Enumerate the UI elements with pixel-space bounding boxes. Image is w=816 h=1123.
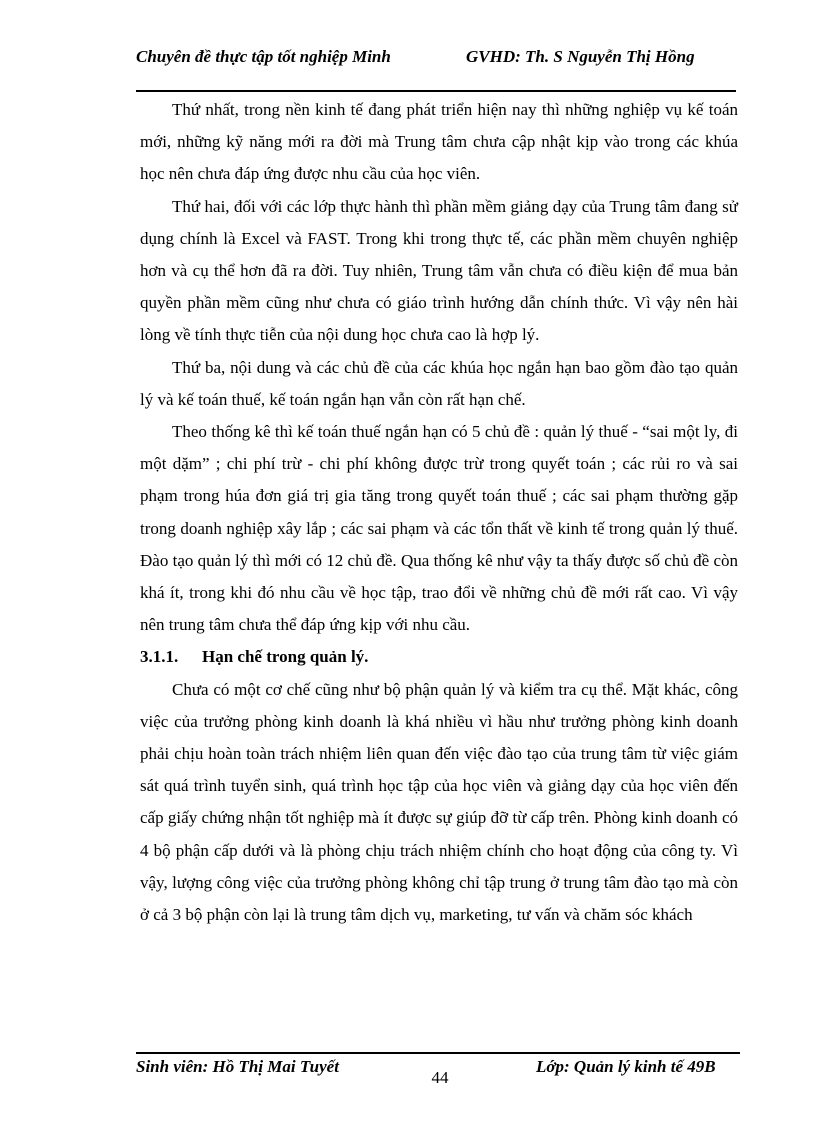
header-supervisor: GVHD: Th. S Nguyễn Thị Hồng xyxy=(466,47,695,66)
paragraph-statistics: Theo thống kê thì kế toán thuế ngắn hạn có 5 chủ đề : quản lý thuế - “sai một ly, đi một dặm” ; chi phí trừ - chi phí không được trừ trong quyết toán ; các rủi ro và sai phạm trong húa đơn giá trị gia tăng trong quyết toán thuế ; các sai phạm thường gặp trong doanh nghiệp xây lắp ; các sai phạm và các tổn thất về kinh tế trong quản lý thuế. Đào tạo quản lý thì mới có 12 chủ đề. Qua thống kê như vậy ta thấy được số chủ đề còn khá ít, trong khi đó nhu cầu về học tập, trao đổi về những chủ đề mới rất cao. Vì vậy nên trung tâm chưa thể đáp ứng kịp với nhu cầu. xyxy=(140,422,738,635)
paragraph-management-limits: Chưa có một cơ chế cũng như bộ phận quản lý và kiểm tra cụ thể. Mặt khác, công việc của trưởng phòng kinh doanh là khá nhiều vì hầu như trưởng phòng kinh doanh phải chịu hoàn toàn trách nhiệm liên quan đến việc đào tạo của trung tâm từ việc giám sát quá trình tuyển sinh, quá trình học tập của học viên và giảng dạy của học viên đến cấp giấy chứng nhận tốt nghiệp mà ít được sự giúp đỡ từ cấp trên. Phòng kinh doanh có 4 bộ phận cấp dưới và là phòng chịu trách nhiệm chính cho hoạt động của công ty. Vì vậy, lượng công việc của trưởng phòng không chỉ tập trung ở trung tâm đào tạo mà còn ở cả 3 bộ phận còn lại là trung tâm dịch vụ, marketing, tư vấn và chăm sóc khách xyxy=(140,679,738,925)
section-title: Hạn chế trong quản lý. xyxy=(202,647,369,667)
paragraph-first-point: Thứ nhất, trong nền kinh tế đang phát triển hiện nay thì những nghiệp vụ kế toán mới, những kỹ năng mới ra đời mà Trung tâm chưa cập nhật kịp vào trong các khúa học nên chưa đáp ứng được nhu cầu của học viên. xyxy=(140,100,738,184)
paragraph-second-point: Thứ hai, đối với các lớp thực hành thì phần mềm giảng dạy của Trung tâm đang sử dụng chính là Excel và FAST. Trong khi trong thực tế, các phần mềm chuyên nghiệp hơn và cụ thể hơn đã ra đời. Tuy nhiên, Trung tâm vẫn chưa có điều kiện để mua bản quyền phần mềm cũng như chưa có giáo trình hướng dẫn chính thức. Vì vậy nên hài lòng về tính thực tiễn của nội dung học chưa cao là hợp lý. xyxy=(140,196,738,345)
footer-class: Lớp: Quản lý kinh tế 49B xyxy=(536,1057,716,1076)
footer-divider xyxy=(136,1052,740,1054)
footer-student: Sinh viên: Hồ Thị Mai Tuyết xyxy=(136,1057,339,1076)
page-body xyxy=(140,94,738,931)
header-report-title: Chuyên đề thực tập tốt nghiệp Minh xyxy=(136,47,391,66)
page-header xyxy=(136,46,736,88)
paragraph-third-point: Thứ ba, nội dung và các chủ đề của các khúa học ngắn hạn bao gồm đào tạo quản lý và kế toán thuế, kế toán ngắn hạn vẫn còn rất hạn chế. xyxy=(140,357,738,409)
section-heading xyxy=(140,641,738,673)
page-number: 44 xyxy=(431,1068,449,1087)
section-number: 3.1.1. xyxy=(140,647,179,667)
header-divider xyxy=(136,90,736,92)
